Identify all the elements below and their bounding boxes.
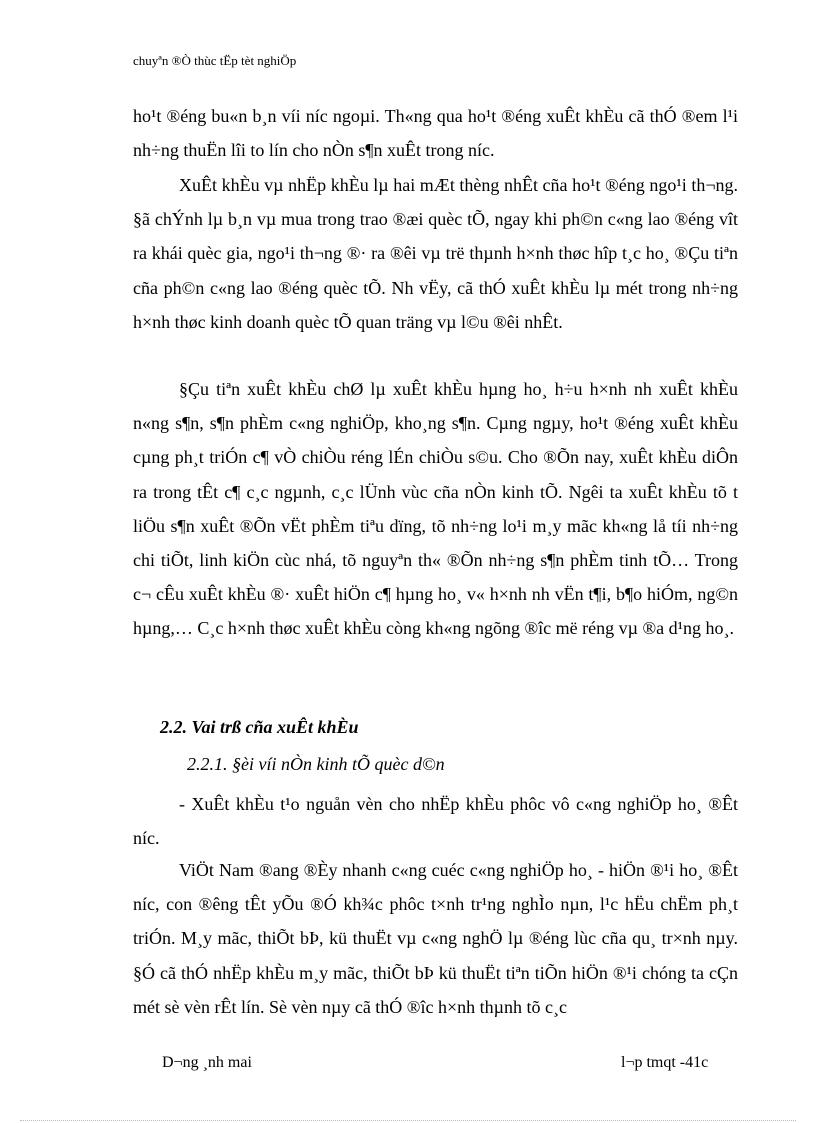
paragraph-5: ViÖt Nam ®ang ®Èy nhanh c«ng cuéc c«ng nghiÖp ho¸ - hiÖn ®¹i ho¸ ®Êt níc, con ®êng tÊt yÕu ®Ó kh¾c phôc t×nh tr¹ng nghÌo nµn, l¹c hËu chËm ph¸t triÓn. M¸y mãc, thiÕt bÞ, kü thuËt vµ c«ng nghÖ lµ ®éng lùc cña qu¸ tr×nh nµy. §Ó cã thÓ nhËp khÈu m¸y mãc, thiÕt bÞ kü thuËt tiªn tiÕn hiÖn ®¹i chóng ta cÇn mét sè vèn rÊt lín. Sè vèn nµy cã thÓ ®îc h×nh thµnh tõ c¸c xyxy=(133,860,738,1017)
footer-class: l¬p tmqt -41c xyxy=(621,1054,709,1071)
section-heading: 2.2. Vai trß cña xuÊt khÈu xyxy=(160,717,359,737)
paragraph-2: XuÊt khÈu vµ nhËp khÈu lµ hai mÆt thèng nhÊt cña ho¹t ®éng ngo¹i th¬ng. §ã chÝnh lµ b¸n vµ mua trong trao ®æi quèc tÕ, ngay khi ph©n c«ng lao ®éng vît ra khái quèc gia, ngo¹i th¬ng ®· ra ®êi vµ trë thµnh h×nh thøc hîp t¸c ho¸ ®Çu tiªn cña ph©n c«ng lao ®éng quèc tÕ. Nh vËy, cã thÓ xuÊt khÈu lµ mét trong nh÷ng h×nh thøc kinh doanh quèc tÕ quan träng vµ l©u ®êi nhÊt. xyxy=(133,175,738,332)
paragraph-3: §Çu tiªn xuÊt khÈu chØ lµ xuÊt khÈu hµng ho¸ h÷u h×nh nh xuÊt khÈu n«ng s¶n, s¶n phÈm c«ng nghiÖp, kho¸ng s¶n. Cµng ngµy, ho¹t ®éng xuÊt khÈu cµng ph¸t triÓn c¶ vÒ chiÒu réng lÉn chiÒu s©u. Cho ®Õn nay, xuÊt khÈu diÔn ra trong tÊt c¶ c¸c ngµnh, c¸c lÜnh vùc cña nÒn kinh tÕ. Ngêi ta xuÊt khÈu tõ t liÖu s¶n xuÊt ®Õn vËt phÈm tiªu dïng, tõ nh÷ng lo¹i m¸y mãc kh«ng lå tíi nh÷ng chi tiÕt, linh kiÖn cùc nhá, tõ nguyªn th« ®Õn nh÷ng s¶n phÈm tinh tÕ… Trong c¬ cÊu xuÊt khÈu ®· xuÊt hiÖn c¶ hµng ho¸ v« h×nh nh vËn t¶i, b¶o hiÓm, ng©n hµng,… C¸c h×nh thøc xuÊt khÈu còng kh«ng ngõng ®îc më réng vµ ®a d¹ng ho¸. xyxy=(133,379,738,639)
paragraph-1: ho¹t ®éng bu«n b¸n víi níc ngoµi. Th«ng qua ho¹t ®éng xuÊt khÈu cã thÓ ®em l¹i nh÷ng thuËn lîi to lín cho nÒn s¶n xuÊt trong níc. xyxy=(133,106,738,161)
page-header: chuyªn ®Ò thùc tËp tèt nghiÖp xyxy=(133,53,297,68)
subsection-heading: 2.2.1. §èi víi nÒn kinh tÕ quèc d©n xyxy=(187,754,445,774)
page-bottom-divider xyxy=(20,1120,796,1121)
footer-author: D¬ng ¸nh mai xyxy=(162,1054,252,1071)
paragraph-4: - XuÊt khÈu t¹o nguån vèn cho nhËp khÈu phôc vô c«ng nghiÖp ho¸ ®Êt níc. xyxy=(133,794,738,849)
